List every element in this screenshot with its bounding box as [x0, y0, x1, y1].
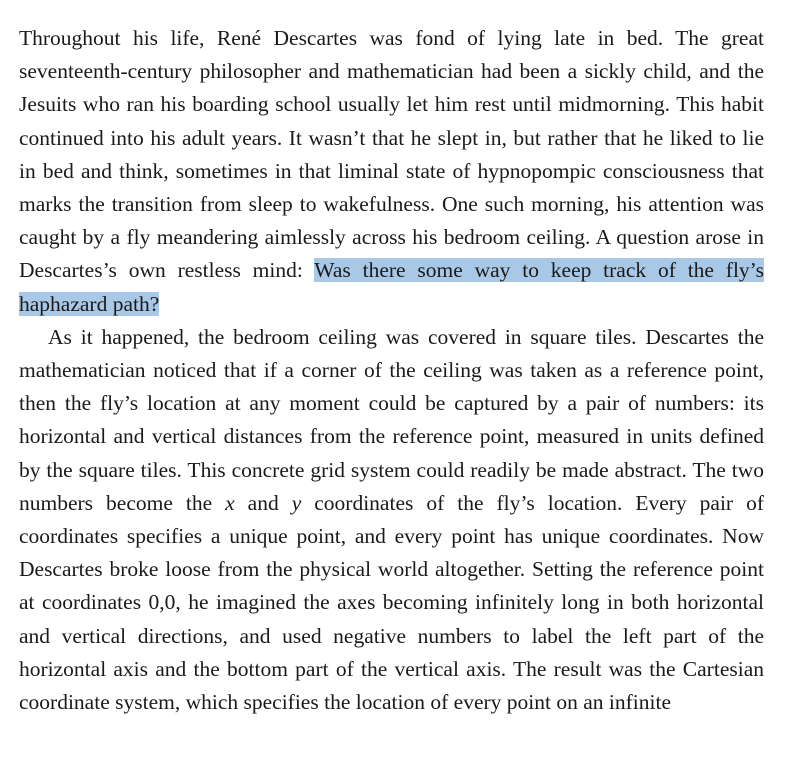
- variable-y[interactable]: y: [291, 490, 302, 515]
- paragraph-1-text[interactable]: Throughout his life, René Descartes was fond of lying late in bed. The great seventeenth-century philosopher and mathematician had been a sickly child, and the Jesuits who ran his boarding school usually let him rest until midmorning. This habit continued into his adult years. It wasn’t that he slept in, but rather that he liked to lie in bed and think, sometimes in that liminal state of hypnopompic consciousness that marks the transition from sleep to wakefulness. One such morning, his attention was caught by a fly meandering aimlessly across his bedroom ceiling. A question arose in Descartes’s own restless mind:: [19, 26, 764, 283]
- paragraph-2-text-part-2[interactable]: and: [234, 490, 292, 515]
- paragraph-2-text-part-1[interactable]: As it happened, the bedroom ceiling was covered in square tiles. Descartes the mathematician noticed that if a corner of the ceiling was taken as a reference point, then the fly’s location at any moment could be captured by a pair of numbers: its horizontal and vertical distances from the reference point, measured in units defined by the square tiles. This concrete grid system could readily be made abstract. The two numbers become the: [19, 324, 764, 515]
- highlighted-sentence[interactable]: Was there some way to keep track of the fly’s haphazard path?: [19, 258, 765, 316]
- variable-x[interactable]: x: [225, 490, 235, 515]
- paragraph-1[interactable]: [19, 22, 764, 321]
- paragraph-2-text-part-3[interactable]: coordinates of the fly’s location. Every pair of coordinates specifies a unique point, and every point has unique coordinates. Now Descartes broke loose from the physical world altogether. Setting the reference point at coordinates 0,0, he imagined the axes becoming infinitely long in both horizontal and vertical directions, and used negative numbers to label the left part of the horizontal axis and the bottom part of the vertical axis. The result was the Cartesian coordinate system, which specifies the location of every point on an infinite: [19, 490, 764, 715]
- paragraph-2[interactable]: [19, 321, 764, 719]
